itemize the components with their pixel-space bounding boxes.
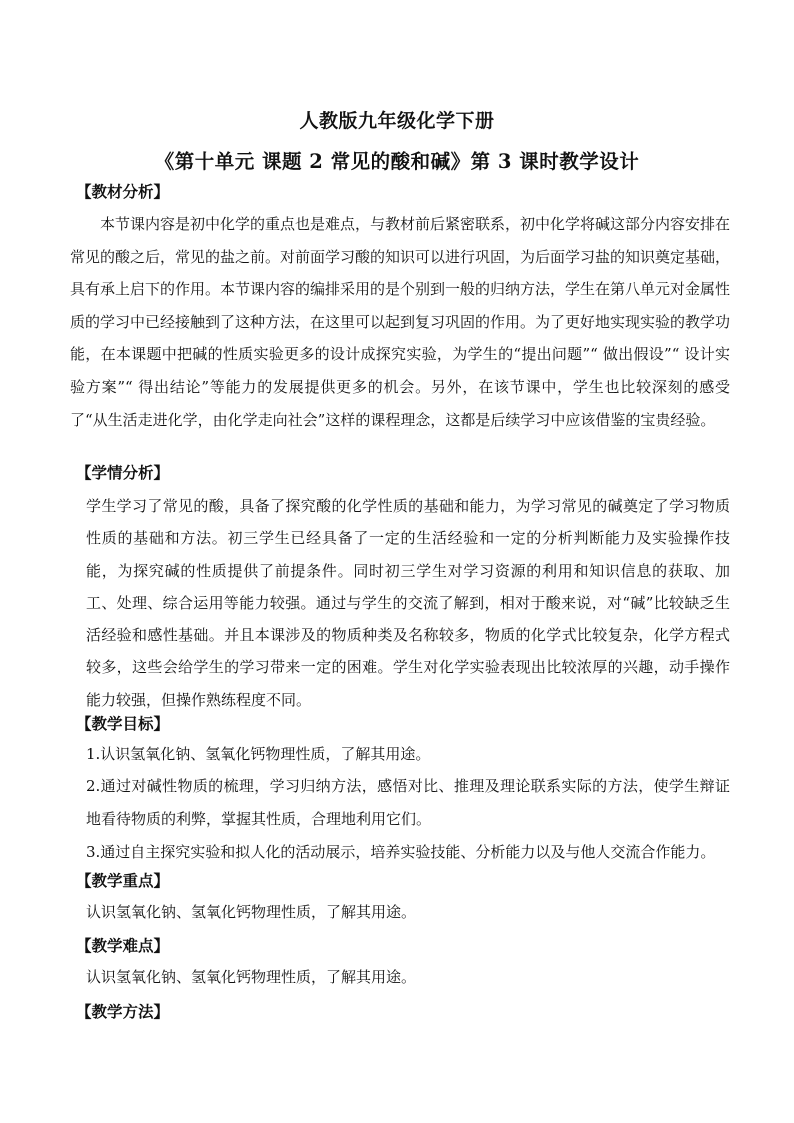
paragraph-textbook-analysis: 本节课内容是初中化学的重点也是难点，与教材前后紧密联系，初中化学将碱这部分内容安排在常见的酸之后，常见的盐之前。对前面学习酸的知识可以进行巩固，为后面学习盐的知识奠定基础，具有承上启下的作用。本节课内容的编排采用的是个别到一般的归纳方法，学生在第八单元对金属性质的学习中已经接触到了这种方法，在这里可以起到复习巩固的作用。为了更好地实现实验的教学功能，在本课题中把碱的性质实验更多的设计成探究实验，为学生的“提出问题”“ 做出假设”“ 设计实验方案”“ 得出结论”等能力的发展提供更多的机会。另外，在该节课中，学生也比较深刻的感受了“从生活走进化学，由化学走向社会”这样的课程理念，这都是后续学习中应该借鉴的宝贵经验。 [70,215,731,429]
document-subtitle: 《第十单元 课题 2 常见的酸和碱》第 3 课时教学设计 [154,150,640,173]
paragraph-student-analysis: 学生学习了常见的酸，具备了探究酸的化学性质的基础和能力，为学习常见的碱奠定了学习物质性质的基础和方法。初三学生已经具备了一定的生活经验和一定的分析判断能力及实验操作技能，为探究碱的性质提供了前提条件。同时初三学生对学习资源的利用和知识信息的获取、加工、处理、综合运用等能力较强。通过与学生的交流了解到，相对于酸来说，对“碱”比较缺乏生活经验和感性基础。并且本课涉及的物质种类及名称较多，物质的化学式比较复杂，化学方程式较多，这些会给学生的学习带来一定的困难。学生对化学实验表现出比较浓厚的兴趣，动手操作能力较强，但操作熟练程度不同。 [86,497,730,709]
heading-key-points: 【教学重点】 [76,871,170,890]
objective-item-2: 2.通过对碱性物质的梳理，学习归纳方法，感悟对比、推理及理论联系实际的方法，使学生辩证地看待物质的利弊，掌握其性质，合理地利用它们。 [86,777,730,828]
heading-methods: 【教学方法】 [76,1002,170,1021]
heading-difficulties: 【教学难点】 [76,936,170,955]
heading-textbook-analysis: 【教材分析】 [76,182,170,201]
heading-student-analysis: 【学情分析】 [76,463,170,482]
difficulties-text: 认识氢氧化钠、氢氧化钙物理性质，了解其用途。 [86,968,417,986]
objective-item-1: 1.认识氢氧化钠、氢氧化钙物理性质，了解其用途。 [86,745,431,763]
heading-objectives: 【教学目标】 [76,714,170,733]
document-title: 人教版九年级化学下册 [299,110,495,132]
objective-item-3: 3.通过自主探究实验和拟人化的活动展示，培养实验技能、分析能力以及与他人交流合作能力。 [86,843,716,861]
key-points-text: 认识氢氧化钠、氢氧化钙物理性质，了解其用途。 [86,903,417,921]
